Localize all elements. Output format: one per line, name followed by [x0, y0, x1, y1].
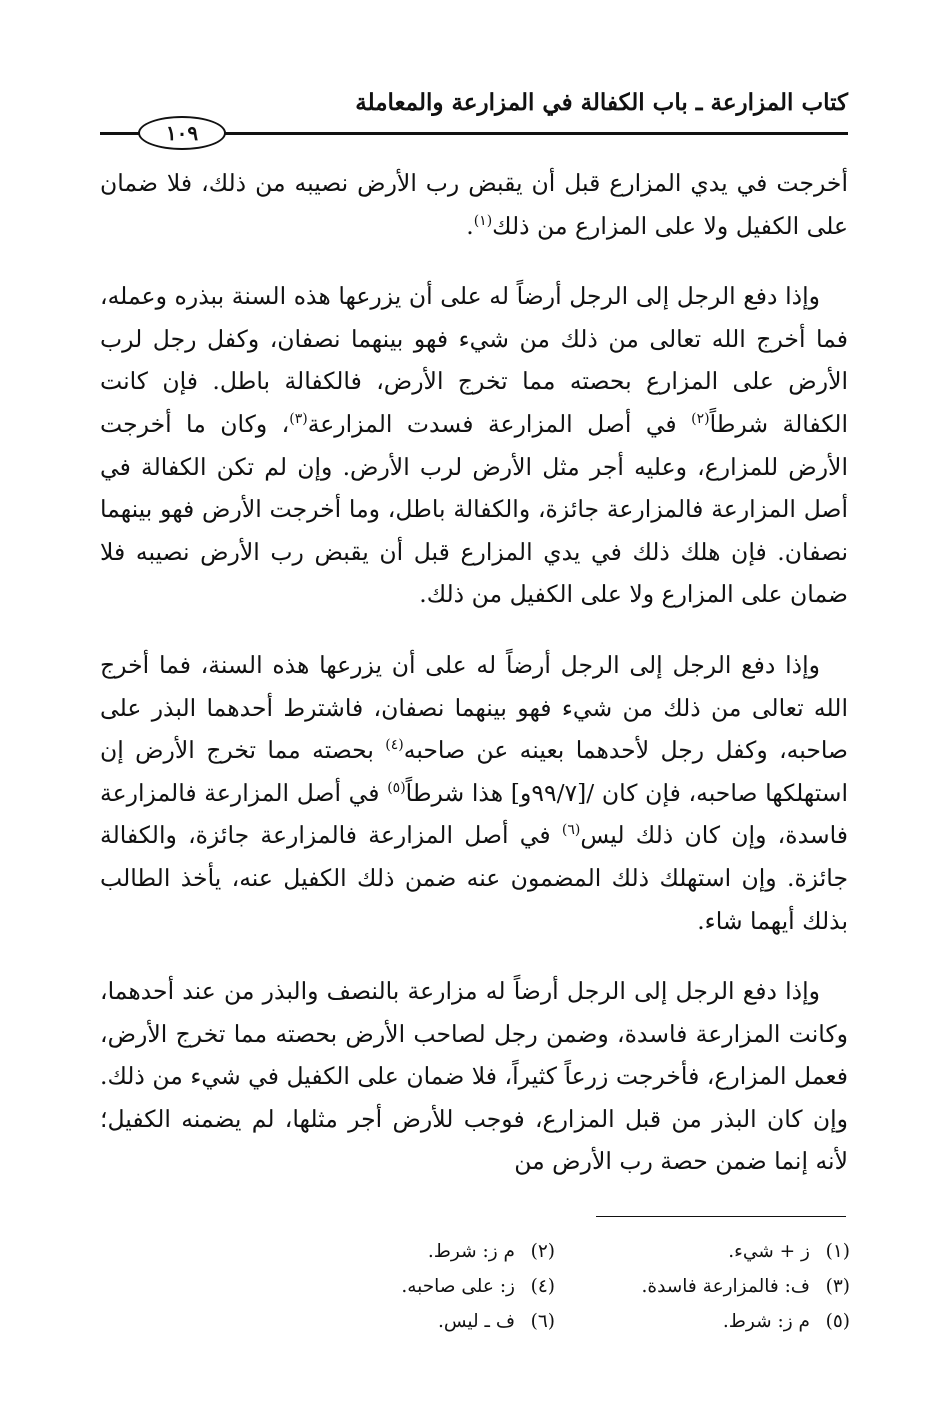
footnote-row — [260, 1269, 850, 1304]
footnote-row — [260, 1304, 850, 1339]
footnote-3: (٣)ف: فالمزارعة فاسدة. — [641, 1276, 850, 1297]
footnote-ref-5[interactable]: (٥) — [387, 779, 406, 796]
footnote-ref-3[interactable]: (٣) — [289, 411, 308, 428]
footnote-ref-6[interactable]: (٦) — [561, 822, 581, 839]
paragraph-3: وإذا دفع الرجل إلى الرجل أرضاً له على أن يزرعها هذه السنة، فما أخرج الله تعالى من ذلك من شيء فهو بينهما نصفان، فاشترط أحدهما البذر على صاحبه، وكفل رجل لأحدهما بعينه عن صاحبه$^{(٤)}$ بحصته مما تخرج الأرض إن استهلكها صاحبه، فإن كان /[٩٩/٧و] هذا شرطاً$^{(٥)}$ في أصل المزارعة فالمزارعة فاسدة، وإن كان ذلك ليس$^{(٦)}$ في أصل المزارعة فالمزارعة جائزة، والكفالة جائزة. وإن استهلك ذلك المضمون عنه ضمن ذلك الكفيل عنه، يأخذ الطالب بذلك أيهما شاء. — [100, 650, 849, 935]
footnote-2: (٢)م ز: شرط. — [427, 1241, 555, 1262]
footnote-5: (٥)م ز: شرط. — [722, 1311, 850, 1332]
footnote-4: (٤)ز: على صاحبه. — [401, 1276, 555, 1297]
footnotes — [260, 1234, 850, 1339]
page-header — [100, 86, 848, 146]
paragraph-2: وإذا دفع الرجل إلى الرجل أرضاً له على أن يزرعها هذه السنة ببذره وعمله، فما أخرج الله تعالى من ذلك من شيء فهو بينهما نصفان، وكفل رجل لرب الأرض على المزارع بحصته مما تخرج الأرض، فالكفالة باطل. فإن كانت الكفالة شرطاً$^{(٢)}$ في أصل المزارعة فسدت المزارعة$^{(٣)}$، وكان ما أخرجت الأرض للمزارع، وعليه أجر مثل الأرض لرب الأرض. وإن لم تكن الكفالة في أصل المزارعة فالمزارعة جائزة، والكفالة باطل، وما أخرجت الأرض فهو بينهما نصفان. فإن هلك ذلك في يدي المزارع قبل أن يقبض رب الأرض نصيبه فلا ضمان على المزارع ولا على الكفيل من ذلك. — [100, 282, 848, 609]
body-text — [100, 162, 848, 1183]
footnote-6: (٦)ف ـ ليس. — [437, 1311, 555, 1332]
footnote-ref-2[interactable]: (٢) — [691, 411, 710, 428]
paragraph-1: أخرجت في يدي المزارع قبل أن يقبض رب الأرض نصيبه من ذلك، فلا ضمان على الكفيل ولا على المزارع من ذلك$^{(١)}$. — [100, 169, 848, 240]
footnote-ref-4[interactable]: (٤) — [385, 737, 404, 754]
page-number: ١٠٩ — [138, 116, 226, 150]
footnote-separator — [596, 1216, 846, 1217]
footnote-ref-1[interactable]: (١) — [473, 212, 493, 229]
paragraph-4: وإذا دفع الرجل إلى الرجل أرضاً له مزارعة بالنصف والبذر من عند أحدهما، وكانت المزارعة فاسدة، وضمن رجل لصاحب الأرض بحصته مما تخرج الأرض، فعمل المزارع، فأخرجت زرعاً كثيراً، فلا ضمان على الكفيل في شيء من ذلك. وإن كان البذر من قبل المزارع، فوجب للأرض أجر مثلها، لم يضمنه الكفيل؛ لأنه إنما ضمن حصة رب الأرض من — [100, 977, 848, 1176]
footnote-1: (١)ز + شيء. — [728, 1241, 850, 1262]
running-title: كتاب المزارعة ـ باب الكفالة في المزارعة والمعاملة — [355, 89, 848, 116]
footnote-row — [260, 1234, 850, 1269]
